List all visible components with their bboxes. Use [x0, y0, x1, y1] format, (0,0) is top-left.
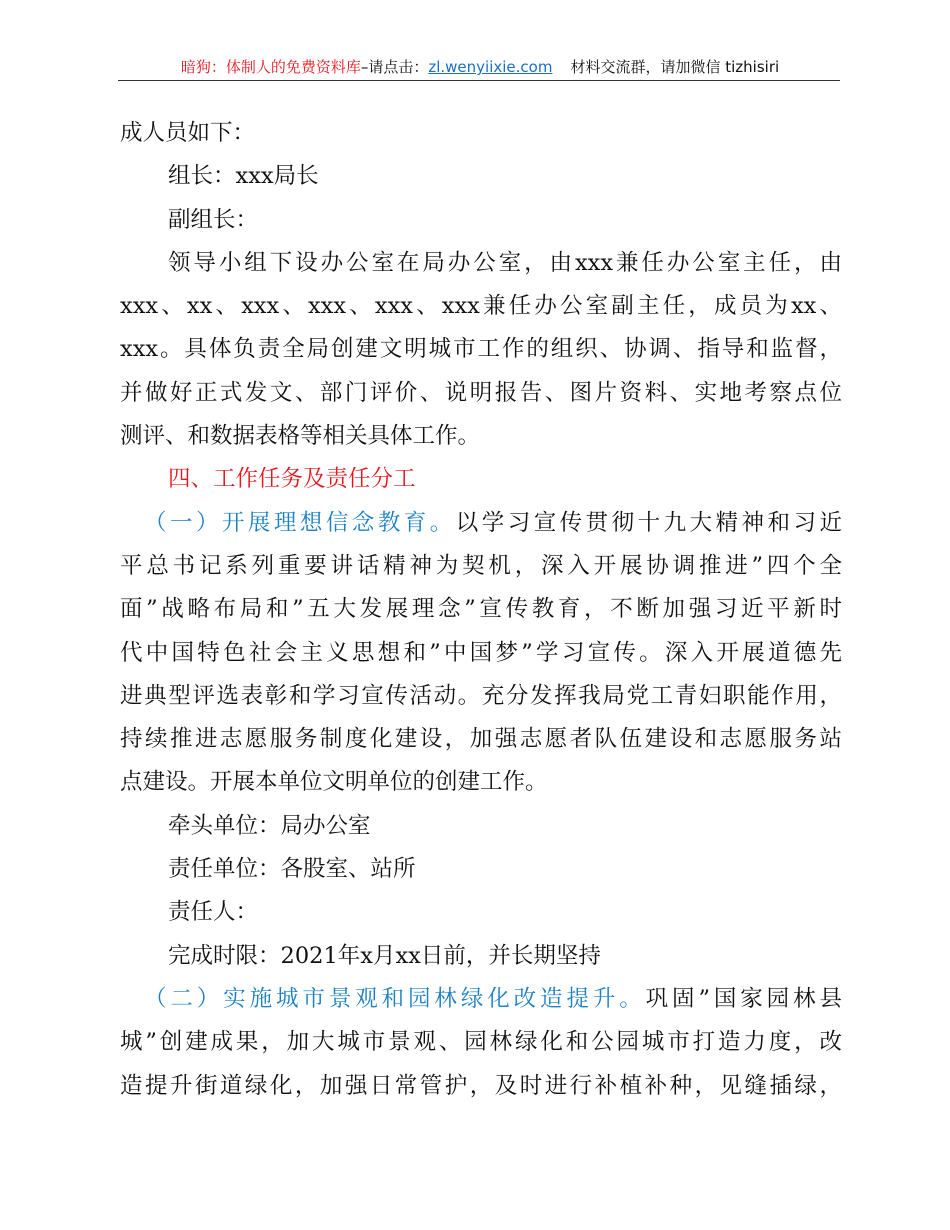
- paragraph-line: 造提升街道绿化，加强日常管护，及时进行补植补种，见缝插绿，: [120, 1072, 842, 1099]
- section-heading: 四、工作任务及责任分工: [168, 466, 416, 493]
- header-contact: 材料交流群，请加微信 tizhisiri: [570, 58, 780, 76]
- task2-text: 巩固”国家园林县: [645, 985, 842, 1012]
- page-header: [120, 56, 840, 77]
- paragraph-line: 城”创建成果，加大城市景观、园林绿化和公园城市打造力度，改: [120, 1029, 842, 1056]
- paragraph-line: 平总书记系列重要讲话精神为契机，深入开展协调推进”四个全: [120, 552, 842, 579]
- document-body: [120, 112, 842, 1108]
- task1-text: 以学习宣传贯彻十九大精神和习近: [455, 509, 842, 536]
- header-site-name: 暗狗：体制人的免费资料库: [180, 58, 361, 76]
- paragraph-line: 进典型评选表彰和学习宣传活动。充分发挥我局党工青妇职能作用，: [120, 682, 842, 709]
- responsible-unit: 责任单位：各股室、站所: [168, 856, 416, 883]
- task1-title: （一）开展理想信念教育。: [144, 509, 456, 536]
- paragraph-line: 面”战略布局和”五大发展理念”宣传教育，不断加强习近平新时: [120, 596, 842, 623]
- group-leader: 组长：xxx局长: [168, 163, 319, 190]
- header-divider: [118, 80, 840, 81]
- task2-title: （二）实施城市景观和园林绿化改造提升。: [144, 985, 646, 1012]
- header-link[interactable]: zl.wenyiixie.com: [428, 58, 553, 76]
- paragraph-line: xxx。具体负责全局创建文明城市工作的组织、协调、指导和监督，: [120, 336, 842, 363]
- paragraph-line: 测评、和数据表格等相关具体工作。: [120, 423, 481, 450]
- deadline: 完成时限：2021年x月xx日前，并长期坚持: [168, 942, 601, 969]
- task1-first-line: [120, 502, 842, 545]
- paragraph-line: 持续推进志愿服务制度化建设，加强志愿者队伍建设和志愿服务站: [120, 726, 842, 753]
- lead-unit: 牵头单位：局办公室: [168, 812, 371, 839]
- responsible-person: 责任人：: [168, 899, 259, 926]
- paragraph-line: 成人员如下：: [120, 120, 256, 146]
- paragraph-line: 领导小组下设办公室在局办公室，由xxx兼任办公室主任，由: [168, 249, 842, 276]
- task2-first-line: [120, 978, 842, 1021]
- deputy-group-leader: 副组长：: [168, 206, 259, 233]
- paragraph-line: 并做好正式发文、部门评价、说明报告、图片资料、实地考察点位: [120, 379, 842, 406]
- header-prompt: –请点击：: [360, 58, 429, 76]
- paragraph-line: 代中国特色社会主义思想和”中国梦”学习宣传。深入开展道德先: [120, 639, 842, 666]
- paragraph-line: xxx、xx、xxx、xxx、xxx、xxx兼任办公室副主任，成员为xx、: [120, 293, 842, 320]
- paragraph-line: 点建设。开展本单位文明单位的创建工作。: [120, 769, 548, 796]
